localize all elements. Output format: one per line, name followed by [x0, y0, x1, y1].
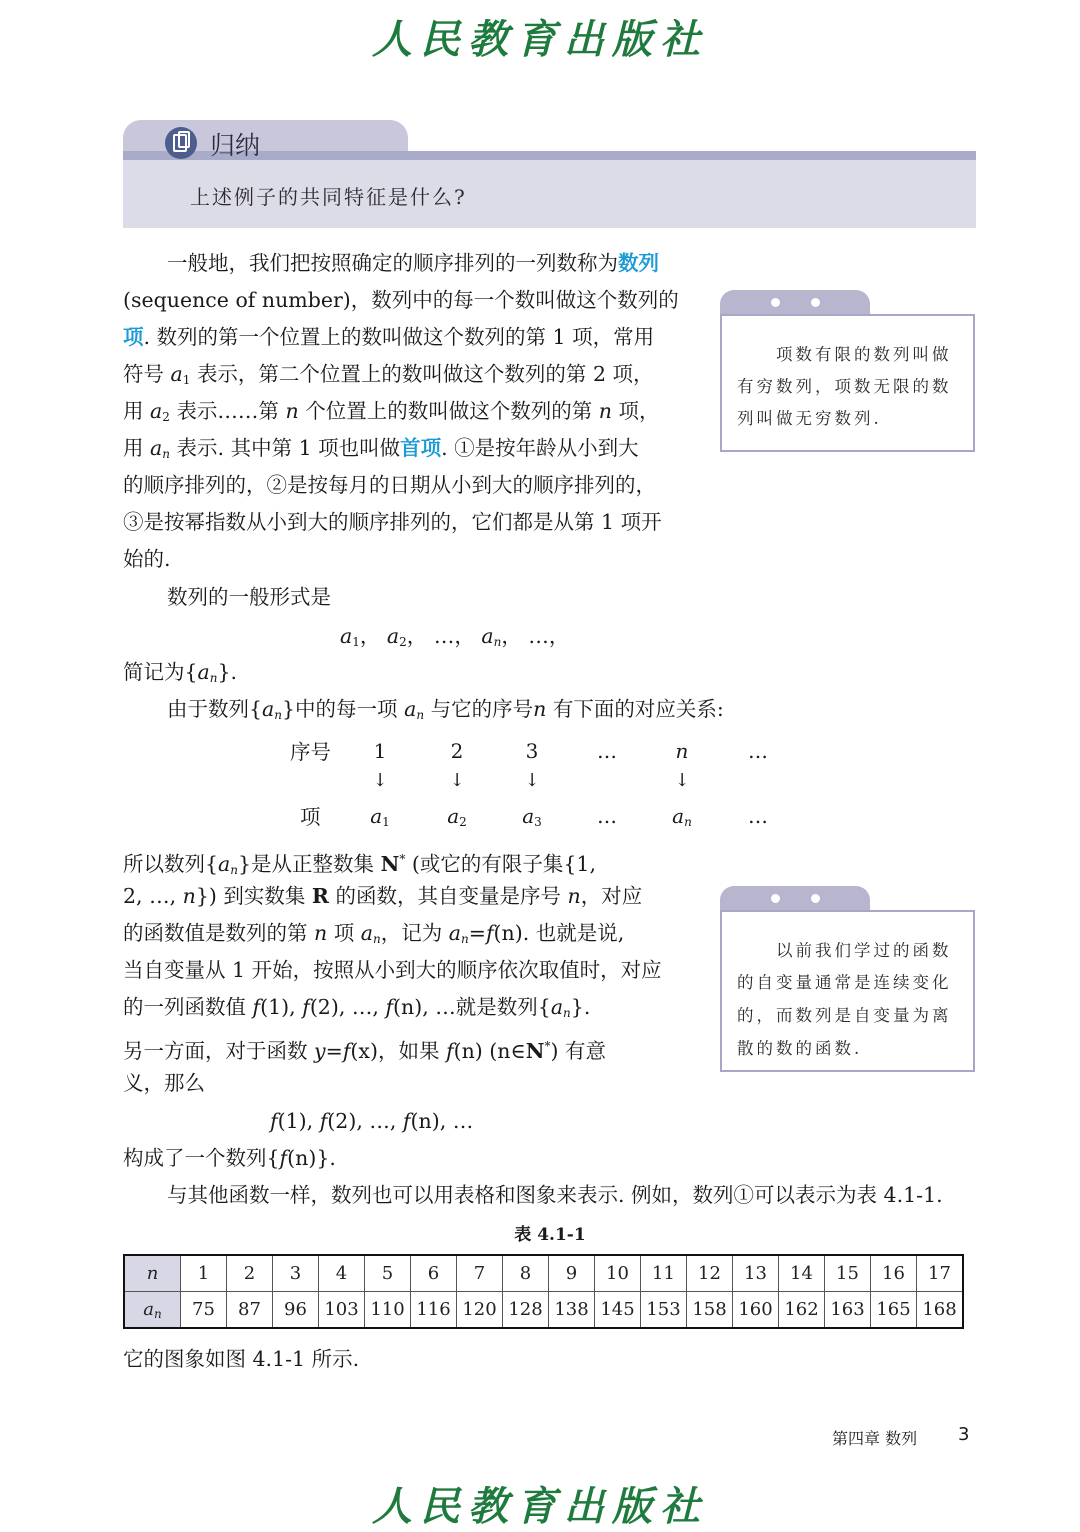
mapping-arrow: ↓ — [449, 770, 465, 791]
text-line: 所以数列$\{a_n\}$是从正整数集 N* (或它的有限子集{1, — [123, 852, 596, 877]
table-cell-n: 4 — [319, 1255, 365, 1292]
mapping-term: $a_2$ — [447, 804, 467, 829]
table-cell-an: 145 — [595, 1292, 641, 1329]
page-number: 3 — [958, 1424, 970, 1445]
mapping-label-item: 项 — [300, 805, 321, 829]
table-cell-an: 116 — [411, 1292, 457, 1329]
text-line: 当自变量从 1 开始，按照从小到大的顺序依次取值时，对应 — [123, 958, 662, 982]
text-line: 用 $a_n$ 表示. 其中第 1 项也叫做首项. ①是按年龄从小到大 — [123, 436, 639, 461]
note-dot — [811, 894, 820, 903]
note-dot — [771, 298, 780, 307]
table-cell-n: 5 — [365, 1255, 411, 1292]
text-line: ③是按幂指数从小到大的顺序排列的，它们都是从第 1 项开 — [123, 510, 662, 534]
text-line: 2, …, n}) 到实数集 R 的函数，其自变量是序号 n，对应 — [123, 884, 643, 908]
table-row — [124, 1292, 963, 1329]
note-line: 的自变量通常是连续变化 — [737, 973, 952, 992]
table-cell-n: 6 — [411, 1255, 457, 1292]
table-cell-n: 15 — [825, 1255, 871, 1292]
table-cell-an: 75 — [181, 1292, 227, 1329]
text-line: 构成了一个数列{f(n)}. — [123, 1146, 336, 1170]
mapping-term: … — [597, 804, 617, 828]
mapping-term: $a_n$ — [672, 804, 692, 829]
table-cell-an: 128 — [503, 1292, 549, 1329]
note-line: 列叫做无穷数列. — [737, 409, 882, 428]
summary-title: 归纳 — [210, 131, 261, 160]
text-line: 由于数列$\{a_n\}$中的每一项 $a_n$ 与它的序号n 有下面的对应关系: — [167, 697, 724, 722]
table-cell-n: 7 — [457, 1255, 503, 1292]
mapping-index: 2 — [450, 739, 464, 763]
table-cell-n: 11 — [641, 1255, 687, 1292]
mapping-index: 1 — [373, 739, 387, 763]
table-cell-n: 17 — [917, 1255, 964, 1292]
table-cell-an: 110 — [365, 1292, 411, 1329]
text-line: 与其他函数一样，数列也可以用表格和图象来表示. 例如，数列①可以表示为表 4.1-1. — [167, 1183, 943, 1207]
table-header-n: n — [124, 1255, 181, 1292]
mapping-index: … — [748, 739, 768, 763]
text-line: 项. 数列的第一个位置上的数叫做这个数列的第 1 项，常用 — [123, 325, 655, 349]
mapping-index: 3 — [525, 739, 539, 763]
table-cell-an: 160 — [733, 1292, 779, 1329]
table-cell-an: 162 — [779, 1292, 825, 1329]
table-cell-an: 165 — [871, 1292, 917, 1329]
mapping-arrow: ↓ — [372, 770, 388, 791]
note-line: 项数有限的数列叫做 — [776, 345, 952, 364]
table-cell-n: 12 — [687, 1255, 733, 1292]
text-line: 的一列函数值 f(1), f(2), …, f(n), …就是数列$\{a_n\}$. — [123, 995, 591, 1020]
general-form: $a_1$， $a_2$， …， $a_n$， …， — [340, 624, 570, 649]
chapter-footer: 第四章 数列 — [832, 1429, 918, 1448]
note-line: 有穷数列，项数无限的数 — [737, 377, 952, 396]
mapping-arrow: ↓ — [674, 770, 690, 791]
table-cell-an: 158 — [687, 1292, 733, 1329]
text-line: 符号 $a_1$ 表示，第二个位置上的数叫做这个数列的第 2 项， — [123, 362, 654, 387]
sequence-table — [123, 1254, 964, 1329]
mapping-term: $a_3$ — [522, 804, 542, 829]
publisher-logo-bottom: 人民教育出版社 — [372, 1483, 708, 1530]
table-cell-an: 153 — [641, 1292, 687, 1329]
term-first-item: 首项 — [400, 436, 442, 460]
mapping-term: $a_1$ — [370, 804, 390, 829]
book-icon-page-front — [173, 134, 187, 152]
table-cell-an: 96 — [273, 1292, 319, 1329]
table-cell-n: 10 — [595, 1255, 641, 1292]
table-cell-n: 13 — [733, 1255, 779, 1292]
mapping-index: … — [597, 739, 617, 763]
text-line: 另一方面，对于函数 y=f(x)，如果 f(n) (n∈N*) 有意 — [123, 1039, 606, 1063]
mapping-index: n — [675, 739, 689, 763]
summary-question: 上述例子的共同特征是什么? — [190, 185, 467, 209]
table-header-an: $a_n$ — [124, 1292, 181, 1329]
text-line: 简记为$\{a_n\}$. — [123, 660, 238, 685]
table-cell-an: 120 — [457, 1292, 503, 1329]
table-cell-n: 16 — [871, 1255, 917, 1292]
text-line: 的顺序排列的，②是按每月的日期从小到大的顺序排列的， — [123, 473, 656, 497]
table-cell-n: 8 — [503, 1255, 549, 1292]
publisher-logo-top: 人民教育出版社 — [372, 16, 708, 63]
text-line: 数列的一般形式是 — [167, 585, 331, 609]
mapping-label-index: 序号 — [290, 740, 331, 764]
function-values: f(1), f(2), …, f(n), … — [270, 1109, 474, 1133]
table-row — [124, 1255, 963, 1292]
table-caption: 表 4.1-1 — [514, 1225, 586, 1245]
note-line: 以前我们学过的函数 — [776, 941, 952, 960]
table-cell-an: 163 — [825, 1292, 871, 1329]
table-cell-an: 103 — [319, 1292, 365, 1329]
note-dot — [811, 298, 820, 307]
text-line: 一般地，我们把按照确定的顺序排列的一列数称为数列 — [167, 251, 659, 275]
text-line: 义，那么 — [123, 1071, 205, 1095]
term-sequence: 数列 — [618, 251, 659, 275]
text-line: 用 $a_2$ 表示……第 n 个位置上的数叫做这个数列的第 n 项， — [123, 399, 660, 424]
table-cell-n: 3 — [273, 1255, 319, 1292]
term-item: 项 — [123, 325, 144, 349]
text-line: (sequence of number)，数列中的每一个数叫做这个数列的 — [123, 288, 679, 312]
table-cell-an: 87 — [227, 1292, 273, 1329]
table-cell-n: 2 — [227, 1255, 273, 1292]
text-line: 的函数值是数列的第 n 项 $a_n$，记为 $a_n=f(n)$. 也就是说, — [123, 921, 625, 946]
mapping-term: … — [748, 804, 768, 828]
note-line: 散的数的函数. — [737, 1039, 863, 1058]
mapping-arrow: ↓ — [524, 770, 540, 791]
table-cell-an: 138 — [549, 1292, 595, 1329]
table-cell-n: 9 — [549, 1255, 595, 1292]
note-line: 的，而数列是自变量为离 — [737, 1006, 952, 1025]
table-cell-n: 1 — [181, 1255, 227, 1292]
text-line: 它的图象如图 4.1-1 所示. — [123, 1347, 360, 1371]
text-line: 始的. — [123, 547, 171, 571]
note-dot — [771, 894, 780, 903]
table-cell-n: 14 — [779, 1255, 825, 1292]
table-cell-an: 168 — [917, 1292, 964, 1329]
